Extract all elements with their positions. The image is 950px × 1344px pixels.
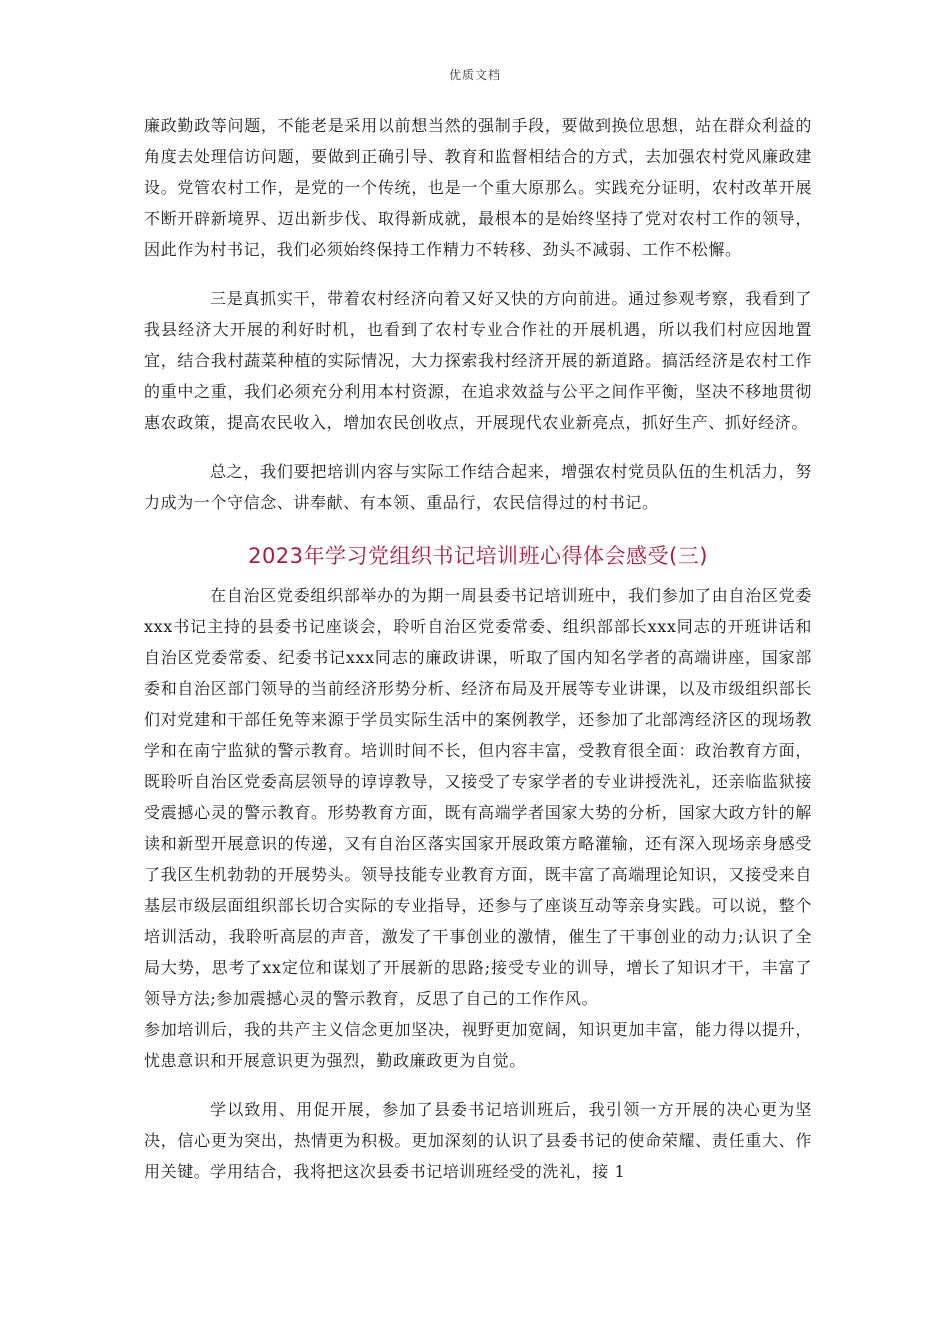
section-title: 2023年学习党组织书记培训班心得体会感受(三) [248, 544, 708, 568]
paragraph-4: 在自治区党委组织部举办的为期一周县委书记培训班中，我们参加了由自治区党委xxx书记主持的县委书记座谈会，聆听自治区党委常委、组织部部长xxx同志的开班讲话和自治区党委常委、纪委书记xxx同志的廉政讲课，听取了国内知名学者的高端讲座，国家部委和自治区部门领导的当前经济形势分析、经济布局及开展等专业讲课，以及市级组织部长们对党建和干部任免等来源于学员实际生活中的案例教学，还参加了北部湾经济区的现场教学和在南宁监狱的警示教育。培训时间不长，但内容丰富，受教育很全面：政治教育方面，既聆听自治区党委高层领导的谆谆教导，又接受了专家学者的专业讲授洗礼，还亲临监狱接受震撼心灵的警示教育。形势教育方面，既有高端学者国家大势的分析，国家大政方针的解读和新型开展意识的传递，又有自治区落实国家开展政策方略灌输，还有深入现场亲身感受了我区生机勃勃的开展势头。领导技能专业教育方面，既丰富了高端理论知识，又接受来自基层市级层面组织部长切合实际的专业指导，还参与了座谈互动等亲身实践。可以说，整个培训活动，我聆听高层的声音，激发了干事创业的激情，催生了干事创业的动力;认识了全局大势，思考了xx定位和谋划了开展新的思路;接受专业的训导，增长了知识才干，丰富了领导方法;参加震撼心灵的警示教育，反思了自己的工作作风。 [144, 586, 812, 1008]
document-body [144, 110, 812, 1187]
paragraph-2: 三是真抓实干，带着农村经济向着又好又快的方向前进。通过参观考察，我看到了我县经济大开展的利好时机，也看到了农村专业合作社的开展机遇，所以我们村应因地置宜，结合我村蔬菜种植的实际情况，大力探索我村经济开展的新道路。搞活经济是农村工作的重中之重，我们必须充分利用本村资源，在追求效益与公平之间作平衡，坚决不移地贯彻惠农政策，提高农民收入，增加农民创收点，开展现代农业新亮点，抓好生产、抓好经济。 [144, 289, 812, 432]
paragraph-1: 廉政勤政等问题，不能老是采用以前想当然的强制手段，要做到换位思想，站在群众利益的角度去处理信访问题，要做到正确引导、教育和监督相结合的方式，去加强农村党风廉政建设。党管农村工作，是党的一个传统，也是一个重大原那么。实践充分证明，农村改革开展不断开辟新境界、迈出新步伐、取得新成就，最根本的是始终坚持了党对农村工作的领导，因此作为村书记，我们必须始终保持工作精力不转移、劲头不减弱、工作不松懈。 [144, 116, 812, 259]
paragraph-5: 参加培训后，我的共产主义信念更加坚决，视野更加宽阔，知识更加丰富，能力得以提升，忧患意识和开展意识更为强烈，勤政廉政更为自觉。 [144, 1020, 812, 1070]
paragraph-6: 学以致用、用促开展，参加了县委书记培训班后，我引领一方开展的决心更为坚决，信心更为突出，热情更为积极。更加深刻的认识了县委书记的使命荣耀、责任重大、作用关键。学用结合，我将把这次县委书记培训班经受的洗礼，接 1 [144, 1100, 812, 1181]
paragraph-3: 总之，我们要把培训内容与实际工作结合起来，增强农村党员队伍的生机活力，努力成为一个守信念、讲奉献、有本领、重品行，农民信得过的村书记。 [144, 462, 812, 512]
page-header: 优质文档 [448, 68, 501, 82]
